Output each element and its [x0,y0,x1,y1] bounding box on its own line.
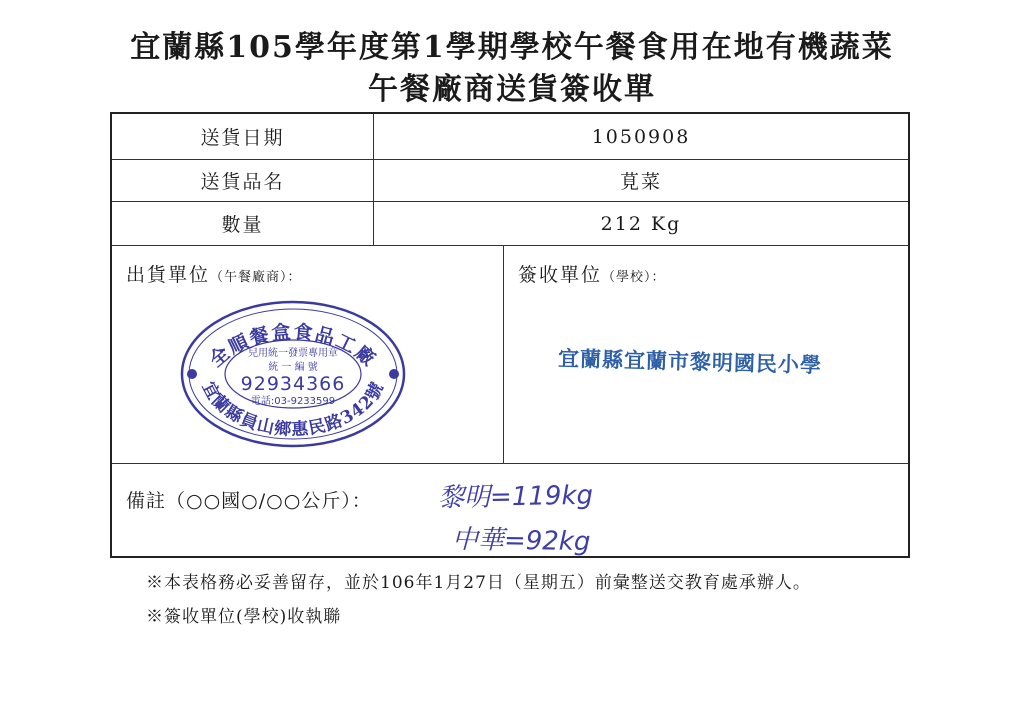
school-seal-stamp: 宜蘭縣宜蘭市黎明國民小學 [557,346,823,378]
vendor-label [126,260,302,287]
vendor-seal-tax-id: 92934366 [240,373,346,395]
document-title-line-2: 午餐廠商送貨簽收單 [368,72,656,107]
vendor-section [112,246,504,463]
school-label-note: （學校）： [602,270,666,285]
handwritten-note-zhonghua: 中華=92kg [451,524,591,558]
remarks-label: 備註（○○國○/○○公斤）： [126,490,372,512]
vendor-seal-tax-id-label: 統 一 編 號 [268,362,318,373]
quantity-row [112,202,908,246]
vendor-seal-tax-note: 兒用統一發票專用章 [248,348,338,359]
vendor-label-text: 出貨單位 [126,264,211,286]
vendor-seal-name: 全順餐盒食品工廠 [205,321,381,372]
quantity-value: 212 Kg [600,212,682,235]
delivery-date-row [112,114,908,160]
school-section [504,246,908,463]
delivery-receipt-form [110,112,910,558]
delivery-date-value: 1050908 [591,125,691,148]
seal-flower-right [389,369,399,379]
delivery-item-row [112,160,908,202]
vendor-seal-address: 宜蘭縣員山鄉惠民路342號 [197,378,389,441]
quantity-label: 數量 [112,202,374,245]
vendor-seal-stamp [178,298,408,450]
school-label [518,260,666,287]
vendor-label-note: （午餐廠商）： [210,270,302,285]
seal-flower-left [187,369,197,379]
delivery-date-label: 送貨日期 [112,114,374,159]
signature-row [112,246,908,464]
document-title-line-1: 宜蘭縣105學年度第1學期學校午餐食用在地有機蔬菜 [130,30,894,65]
handwritten-note-liming: 黎明=119kg [437,480,594,514]
delivery-item-label: 送貨品名 [112,160,374,201]
vendor-seal-phone: 電話:03-9233599 [250,396,336,407]
remarks-row [112,464,908,556]
delivery-item-value: 莧菜 [619,171,662,193]
footnote-copy-type: ※簽收單位(學校)收執聯 [146,607,342,627]
footnote-deadline: ※本表格務必妥善留存，並於106年1月27日（星期五）前彙整送交教育處承辦人。 [146,573,811,593]
school-label-text: 簽收單位 [518,264,603,286]
